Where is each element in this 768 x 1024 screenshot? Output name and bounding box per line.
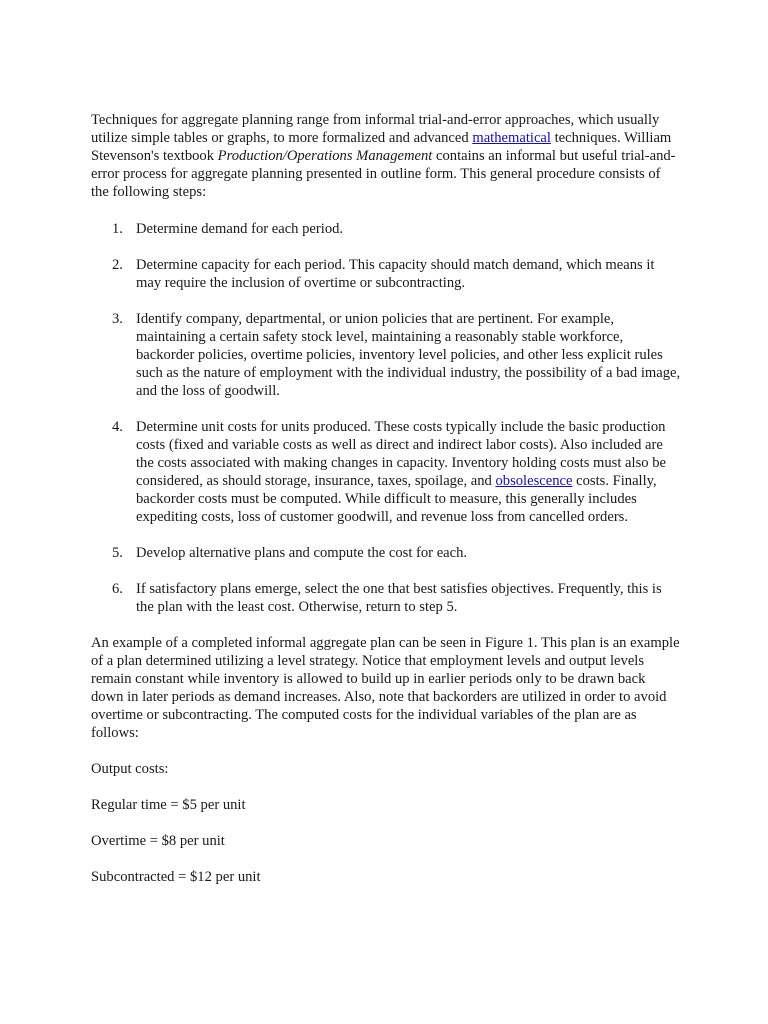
step-number: 6.	[112, 581, 123, 597]
list-item-step-2	[91, 256, 681, 292]
list-item-step-5	[91, 544, 681, 562]
list-item-step-4	[91, 418, 681, 526]
step-text-before-link: Determine unit costs for units produced. These costs typically include the basic production costs (fixed and variable costs as well as direct and indirect labor costs). Also included are the costs associated with making changes in capacity. Inventory holding costs must also be considered, as should storage, insurance, taxes, spoilage, and	[136, 419, 666, 489]
step-text: Determine demand for each period.	[136, 221, 344, 237]
step-text: Develop alternative plans and compute the cost for each.	[136, 545, 468, 561]
step-text: Determine capacity for each period. This capacity should match demand, which means it may require the inclusion of overtime or subcontracting.	[136, 257, 655, 291]
step-number: 3.	[112, 311, 123, 327]
cost-regular-time: Regular time = $5 per unit	[91, 797, 246, 813]
step-number: 4.	[112, 419, 123, 435]
intro-paragraph	[91, 111, 681, 201]
cost-subcontracted: Subcontracted = $12 per unit	[91, 869, 261, 885]
step-number: 1.	[112, 221, 123, 237]
list-item-step-1	[91, 220, 681, 238]
example-paragraph: An example of a completed informal aggregate plan can be seen in Figure 1. This plan is an example of a plan determined utilizing a level strategy. Notice that employment levels and output levels remain constant while inventory is allowed to build up in earlier periods only to be drawn back down in later periods as demand increases. Also, note that backorders are utilized in order to avoid overtime or subcontracting. The computed costs for the individual variables of the plan are as follows:	[91, 635, 680, 741]
step-text-after-link: costs. Finally, backorder costs must be computed. While difficult to measure, this generally includes expediting costs, loss of customer goodwill, and revenue loss from cancelled orders.	[136, 473, 657, 525]
step-text: If satisfactory plans emerge, select the one that best satisfies objectives. Frequently, this is the plan with the least cost. Otherwise, return to step 5.	[136, 581, 662, 615]
list-item-step-6	[91, 580, 681, 616]
document-body	[91, 111, 681, 904]
steps-list	[91, 220, 681, 616]
cost-overtime: Overtime = $8 per unit	[91, 833, 225, 849]
step-text: Identify company, departmental, or union policies that are pertinent. For example, maintaining a certain safety stock level, maintaining a reasonably stable workforce, backorder policies, overtime policies, inventory level policies, and other less explicit rules such as the nature of employment with the individual industry, the possibility of a bad image, and the loss of goodwill.	[136, 311, 681, 399]
obsolescence-link[interactable]: obsolescence	[495, 473, 573, 489]
intro-text-1: Techniques for aggregate planning range from informal trial-and-error approaches, which usually utilize simple tables or graphs, to more formalized and advanced	[91, 112, 660, 146]
intro-text-3: contains an informal but useful trial-and-error process for aggregate planning presented in outline form. This general procedure consists of the following steps:	[91, 148, 676, 200]
step-text	[136, 419, 666, 525]
mathematical-link[interactable]: mathematical	[472, 130, 551, 146]
book-title: Production/Operations Management	[217, 148, 433, 164]
list-item-step-3	[91, 310, 681, 400]
intro-text-2: techniques. William Stevenson's textbook	[91, 130, 672, 164]
output-costs-heading: Output costs:	[91, 761, 169, 777]
step-number: 5.	[112, 545, 123, 561]
step-number: 2.	[112, 257, 123, 273]
